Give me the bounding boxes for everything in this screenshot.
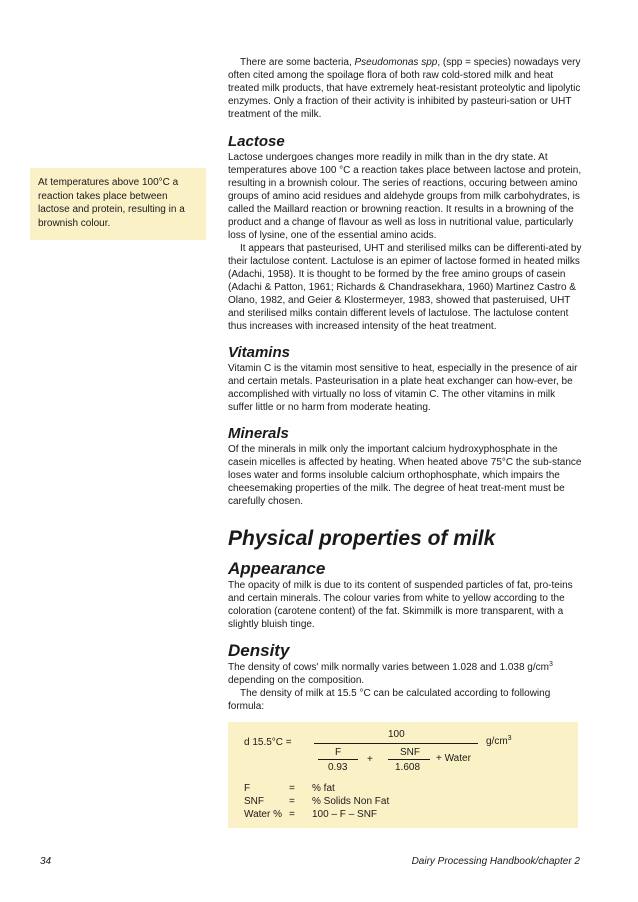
legend-symbol-fat: F	[244, 783, 251, 794]
main-fraction-bar	[314, 743, 478, 744]
fat-fraction-bar	[318, 759, 358, 760]
snf-fraction-bar	[388, 759, 430, 760]
formula-lhs: d 15.5°C =	[244, 737, 292, 748]
vitamins-heading: Vitamins	[228, 344, 290, 361]
vitamins-paragraph: Vitamin C is the vitamin most sensitive to heat, especially in the presence of air and certain metals. Pasteurisation in a plate heat exchanger can how-ever, be accomplished with virtually no loss of vitamin C. The other vitamins in milk suffer little or no harm from moderate heating.	[228, 363, 578, 413]
formula-unit: $g/cm^3$	[486, 735, 512, 747]
snf-denominator: 1.608	[395, 762, 421, 773]
density-paragraph-1: The density of cows' milk normally varies between 1.028 and 1.038 $g/cm^3$ depending on the composition.	[228, 661, 553, 686]
lactose-paragraph-1: Lactose undergoes changes more readily in milk than in the dry state. At temperatures above 100 °C a reaction takes place between lactose and protein, resulting in a brownish colour. The series of reactions, occuring between amino groups of amino acid residues and aldehyde groups from milk carbohydrates, is called the Maillard reaction or browning reaction. It results in a browning of the product and a change of flavour as well as loss in nutritional value, particularly loss of lysine, one of the essential amino acids.	[228, 152, 582, 241]
density-paragraph-2: The density of milk at 15.5 °C can be calculated according to following formula:	[228, 688, 551, 712]
density-heading: Density	[228, 641, 290, 660]
legend-equals-water: =	[289, 809, 295, 820]
fat-numerator: F	[335, 747, 342, 758]
page-number: 34	[40, 856, 52, 867]
legend-def-snf: % Solids Non Fat	[312, 796, 390, 807]
minerals-paragraph: Of the minerals in milk only the important calcium hydroxyphosphate in the casein micelles is affected by heating. When heated above 75°C the sub-stance loses water and forms insoluble calcium orthophosphate, which impairs the cheesemaking properties of the milk. The degree of heat treat-ment must be carefully chosen.	[228, 444, 582, 507]
plus-sign: +	[367, 754, 373, 765]
density-formula-box	[228, 722, 578, 828]
water-term: + Water	[436, 753, 471, 764]
sidebar-note	[30, 168, 206, 240]
appearance-heading: Appearance	[228, 559, 326, 578]
legend-equals-fat: =	[289, 783, 295, 794]
main-column	[228, 56, 582, 713]
formula-numerator: 100	[388, 729, 405, 740]
sidebar-note-text: At temperatures above 100°C a reaction takes place between lactose and protein, resulting in a brownish colour.	[38, 177, 185, 229]
legend-symbol-water: Water %	[244, 809, 282, 820]
legend-equals-snf: =	[289, 796, 295, 807]
minerals-heading: Minerals	[228, 425, 289, 442]
fat-denominator: 0.93	[328, 762, 348, 773]
section-title: Physical properties of milk	[228, 527, 496, 550]
snf-numerator: SNF	[400, 747, 420, 758]
bacteria-name: Pseudomonas spp	[354, 57, 438, 68]
legend-symbol-snf: SNF	[244, 796, 264, 807]
legend-def-water: 100 – F – SNF	[312, 809, 378, 820]
intro-paragraph: There are some bacteria, Pseudomonas spp, (spp = species) nowadays very often cited among the spoilage flora of both raw cold-stored milk and heat treated milk products, that have extremely heat-resistant proteolytic and lipolytic enzymes. Only a fraction of their activity is inhibited by pasteuri-sation or UHT treatment of the milk.	[228, 57, 581, 120]
legend-def-fat: % fat	[312, 783, 335, 794]
footer-source: Dairy Processing Handbook/chapter 2	[411, 856, 580, 867]
lactose-heading: Lactose	[228, 133, 285, 150]
appearance-paragraph: The opacity of milk is due to its content of suspended particles of fat, pro-teins and certain minerals. The colour varies from white to yellow according to the coloration (carotene content) of the fat. Skimmilk is more transparent, with a slightly bluish tinge.	[228, 580, 573, 630]
lactose-paragraph-2: It appears that pasteurised, UHT and sterilised milks can be differenti-ated by their lactulose content. Lactulose is an epimer of lactose formed in heated milks (Adachi, 1958). It is thought to be formed by the free amino groups of casein (Adachi & Patton, 1961; Richards & Chandrasekhara, 1960) Martinez Castro & Olano, 1982, and Geier & Klostermeyer, 1983, showed that pasteruised, UHT and sterilised milks contain different levels of lactulose. The lactulose content thus increases with increased intensity of the heat treatment.	[228, 243, 582, 332]
